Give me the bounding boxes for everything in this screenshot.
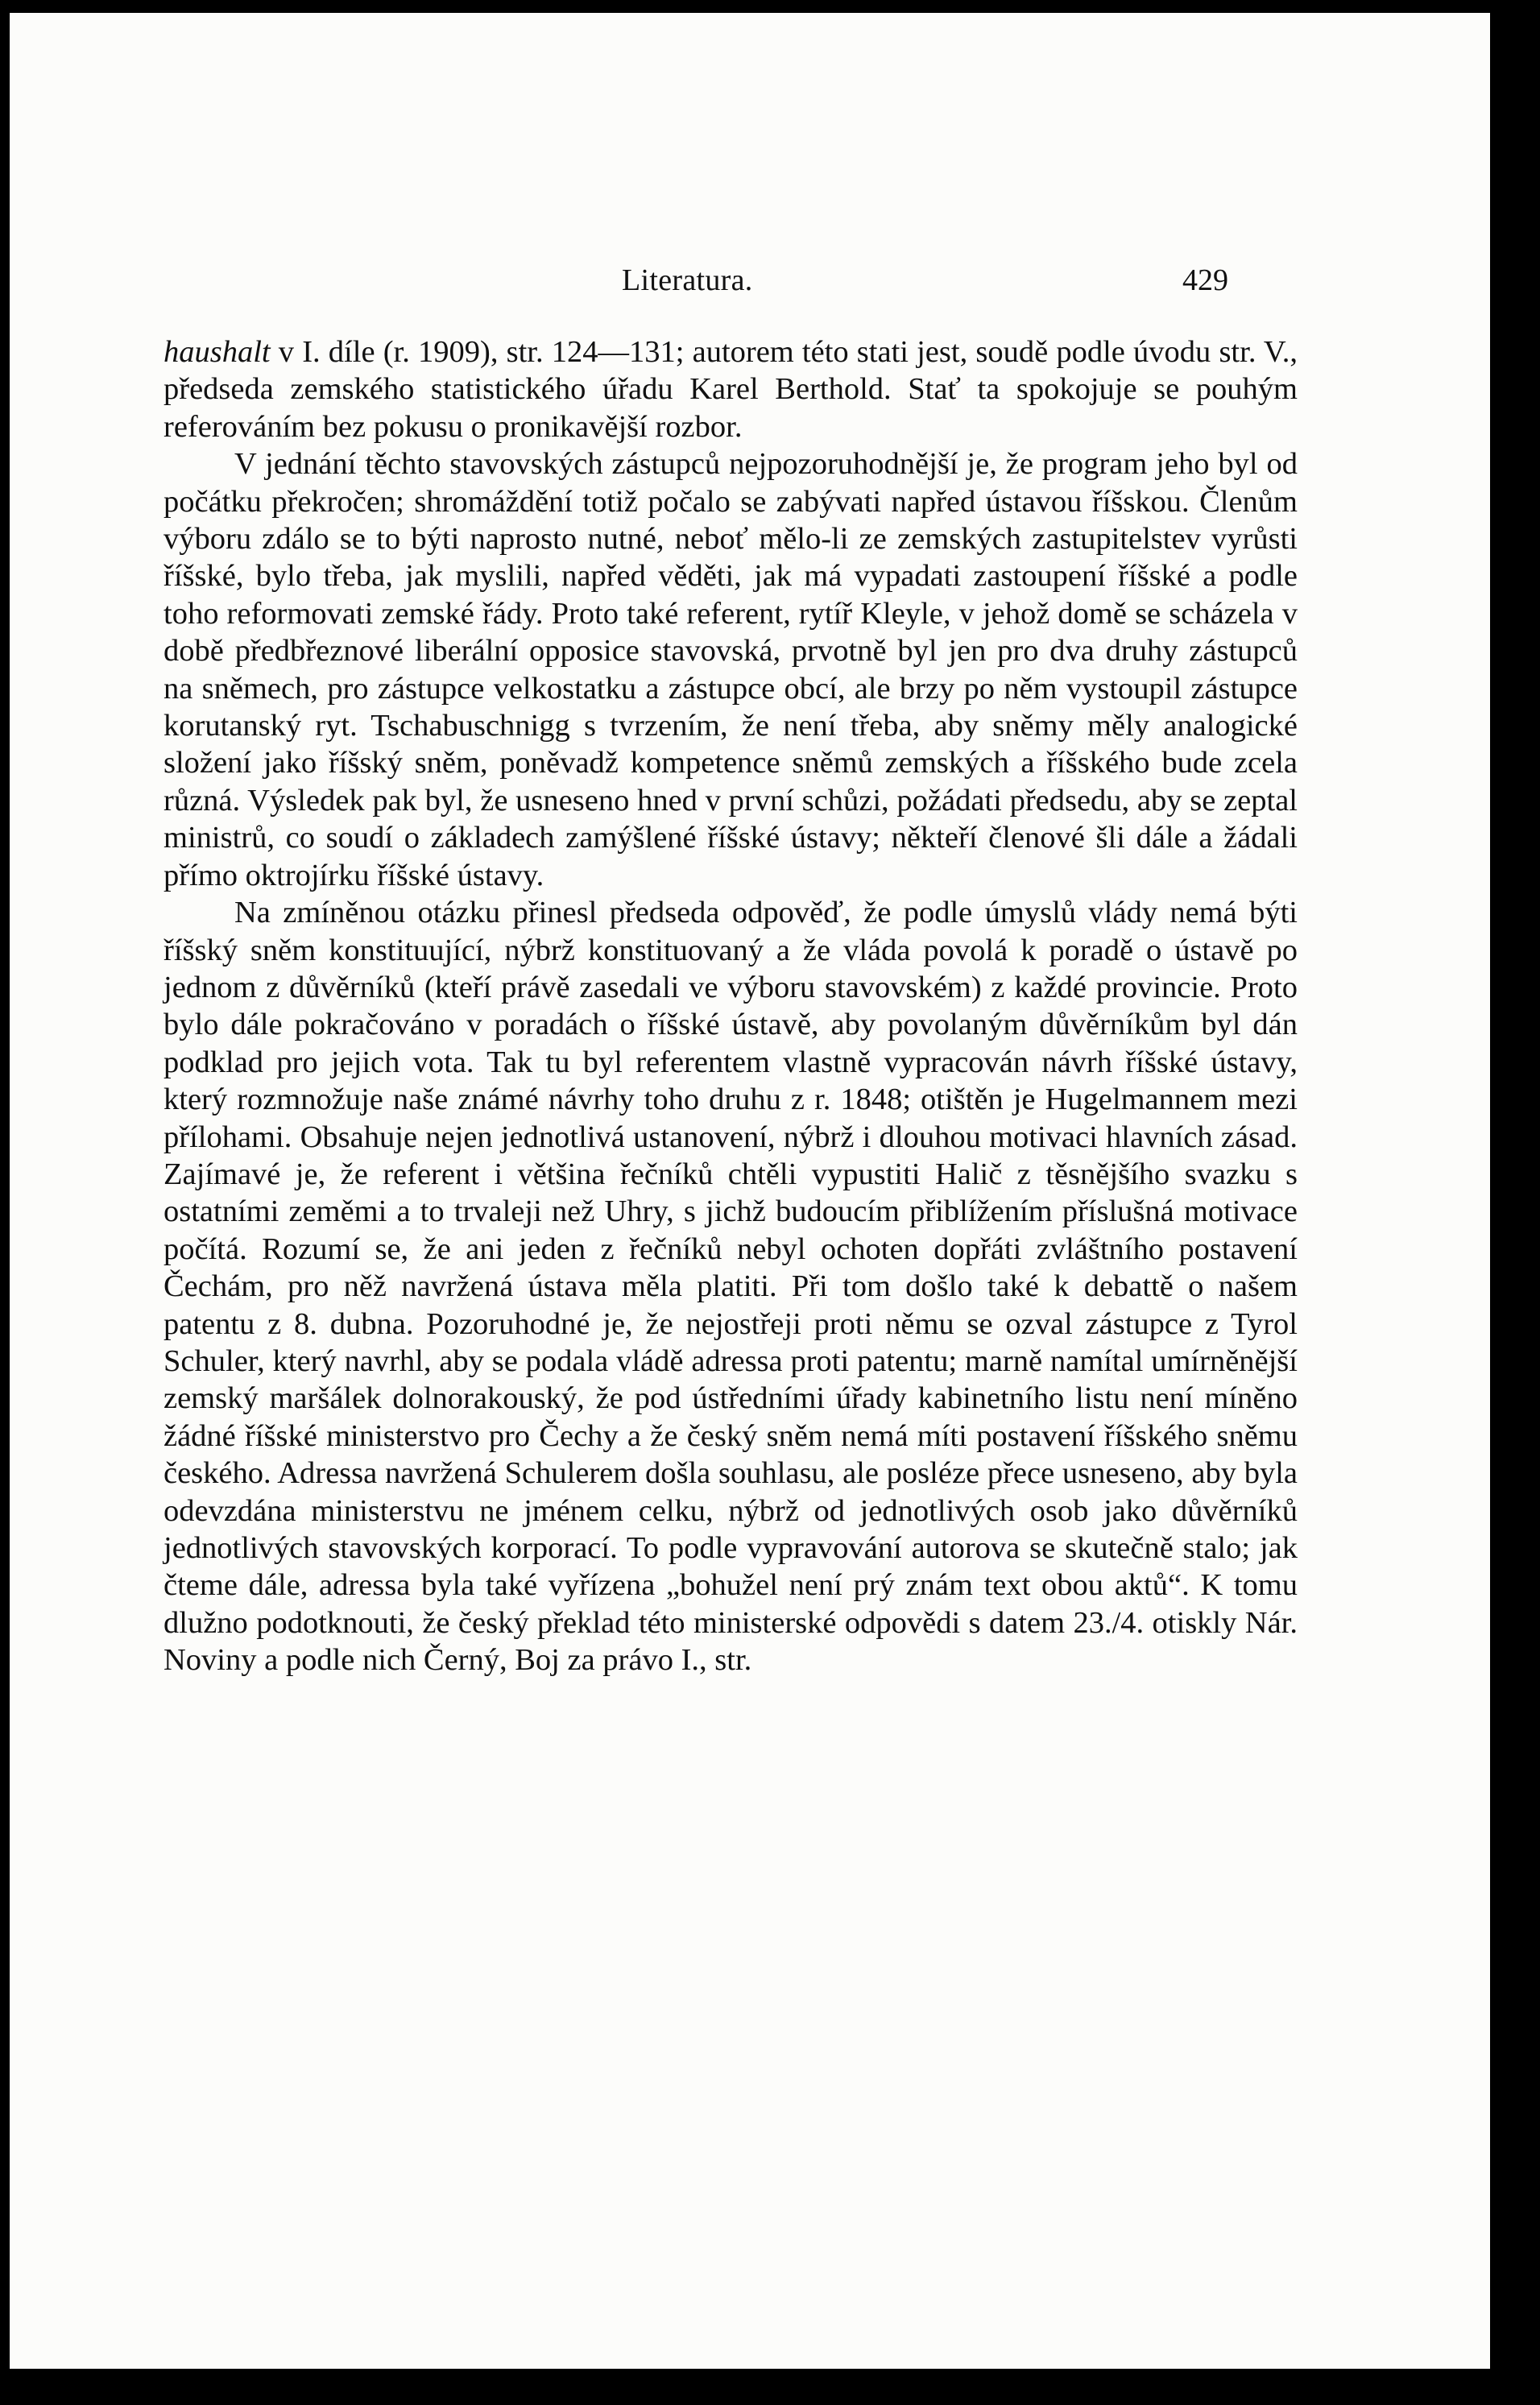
paragraph-2-text: V jednání těchto stavovských zástupců nejpozoruhodnější je, že program jeho byl od počátku překročen; shromáždění totiž počalo se zabývati napřed ústavou říšskou. Členům výboru zdálo se to býti naprosto nutné, neboť mělo-li ze zemských zastupitelstev vyrůsti říšské, bylo třeba, jak myslili, napřed věděti, jak má vypadati zastoupení říšské a podle toho reformovati zemské řády. Proto také referent, rytíř Kleyle, v jehož domě se scházela v době předbřeznové liberální opposice stavovská, prvotně byl jen pro dva druhy zástupců na sněmech, pro zástupce velkostatku a zástupce obcí, ale brzy po něm vystoupil zástupce korutanský ryt. Tschabuschnigg s tvrzením, že není třeba, aby sněmy měly analogické složení jako říšský sněm, poněvadž kompetence sněmů zemských a říšského bude zcela různá. Výsledek pak byl, že usneseno hned v první schůzi, požádati předsedu, aby se zeptal ministrů, co soudí o základech zamýšlené říšské ústavy; někteří členové šli dále a žádali přímo oktrojírku říšské ústavy.	[164, 447, 1298, 892]
paragraph-2	[164, 445, 1298, 894]
paragraph-3-text: Na zmíněnou otázku přinesl předseda odpověď, že podle úmyslů vlády nemá býti říšský sněm konstituující, nýbrž konstituovaný a že vláda povolá k poradě o ústavě po jednom z důvěrníků (kteří právě zasedali ve výboru stavovském) z každé provincie. Proto bylo dále pokračováno v poradách o říšské ústavě, aby povolaným důvěrníkům byl dán podklad pro jejich vota. Tak tu byl referentem vlastně vypracován návrh říšské ústavy, který rozmnožuje naše známé návrhy toho druhu z r. 1848; otištěn je Hugelmannem mezi přílohami. Obsahuje nejen jednotlivá ustanovení, nýbrž i dlouhou motivaci hlavních zásad. Zajímavé je, že referent i většina řečníků chtěli vypustiti Halič z těsnějšího svazku s ostatními zeměmi a to trvaleji než Uhry, s jichž budoucím přiblížením příslušná motivace počítá. Rozumí se, že ani jeden z řečníků nebyl ochoten dopřáti zvláštního postavení Čechám, pro něž navržená ústava měla platiti. Při tom došlo také k debattě o našem patentu z 8. dubna. Pozoruhodné je, že nejostřeji proti němu se ozval zástupce z Tyrol Schuler, který navrhl, aby se podala vládě adressa proti patentu; marně namítal umírněnější zemský maršálek dolnorakouský, že pod ústředními úřady kabinetního listu není míněno žádné říšské ministerstvo pro Čechy a že český sněm nemá míti postavení říšského sněmu českého. Adressa navržená Schulerem došla souhlasu, ale posléze přece usneseno, aby byla odevzdána ministerstvu ne jménem celku, nýbrž od jednotlivých osob jako důvěrníků jednotlivých stavovských korporací. To podle vypravování autorova se skutečně stalo; jak čteme dále, adressa byla také vyřízena „bohužel není prý znám text obou aktů“. K tomu dlužno podotknouti, že český překlad této ministerské odpovědi s datem 23./4. otiskly Nár. Noviny a podle nich Černý, Boj za právo I., str.	[164, 896, 1298, 1678]
page-header	[10, 251, 1490, 300]
paragraph-1	[164, 333, 1298, 445]
body-text	[164, 333, 1298, 1679]
paragraph-1-text: v I. díle (r. 1909), str. 124—131; autorem této stati jest, soudě podle úvodu str. V., předseda zemského statistického úřadu Karel Berthold. Stať ta spokojuje se pouhým referováním bez pokusu o pronikavější rozbor.	[164, 335, 1298, 444]
page-number: 429	[1182, 263, 1228, 297]
italic-term: haushalt	[164, 335, 271, 369]
paragraph-3	[164, 894, 1298, 1679]
book-page	[10, 13, 1490, 2369]
running-title: Literatura.	[622, 263, 753, 297]
